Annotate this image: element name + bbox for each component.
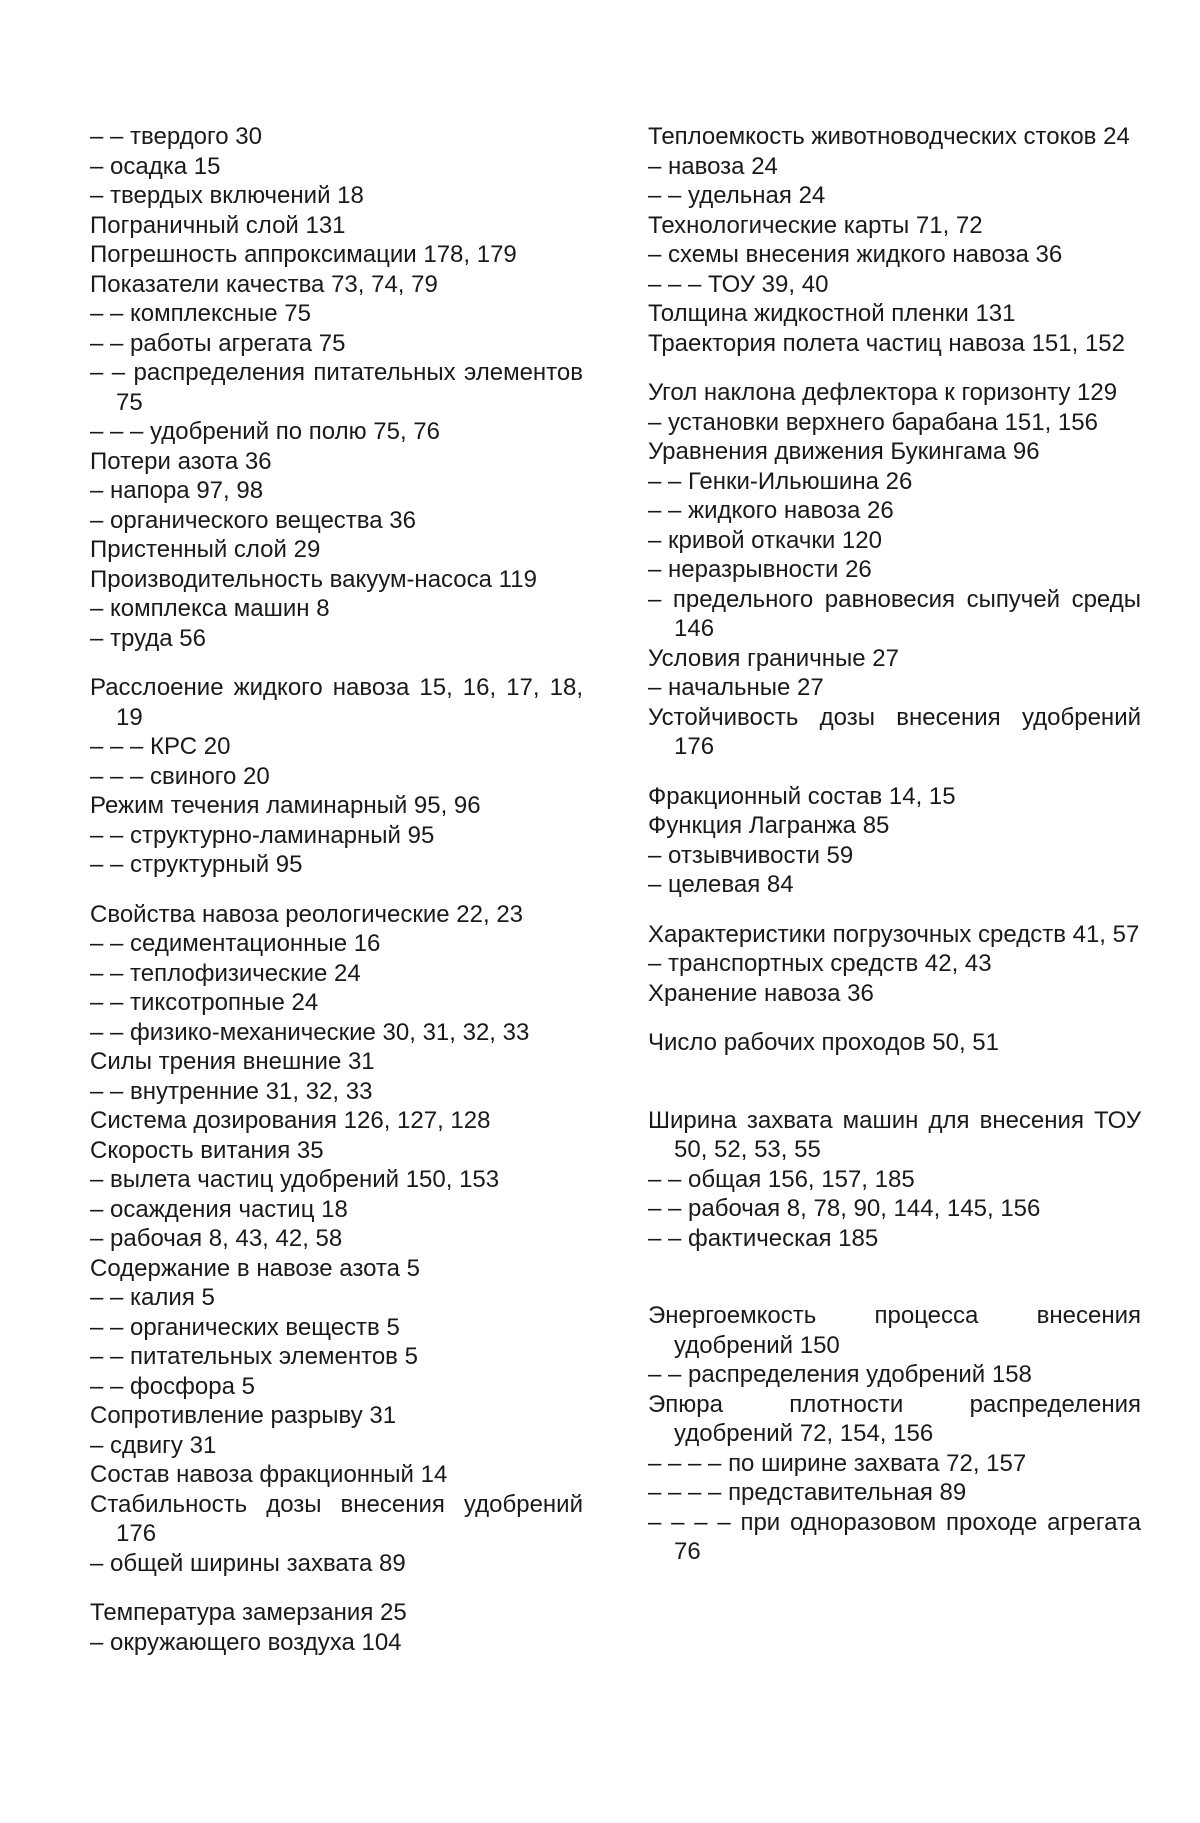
index-entry: – – – – представительная 89 [648, 1479, 967, 1506]
index-entry: – – комплексные 75 [90, 300, 311, 327]
index-entry: – – твердого 30 [90, 123, 262, 150]
index-entry: – рабочая 8, 43, 42, 58 [90, 1225, 343, 1252]
index-entry: – – седиментационные 16 [90, 930, 381, 957]
index-entry: – – жидкого навоза 26 [648, 497, 894, 524]
index-entry: – комплекса машин 8 [90, 595, 330, 622]
index-entry: Содержание в навозе азота 5 [90, 1254, 420, 1282]
index-entry: Функция Лагранжа 85 [648, 812, 890, 839]
index-entry: – осаждения частиц 18 [90, 1195, 348, 1223]
index-entry: – – структурный 95 [90, 851, 303, 878]
index-entry: – напора 97, 98 [90, 477, 264, 504]
index-entry: Пристенный слой 29 [90, 536, 321, 563]
index-entry: Силы трения внешние 31 [90, 1048, 375, 1075]
index-entry: – окружающего воздуха 104 [90, 1628, 402, 1656]
index-entry: Свойства навоза реологические 22, 23 [90, 900, 524, 928]
index-entry: – отзывчивости 59 [648, 841, 854, 869]
index-entry: Траектория полета частиц навоза 151, 152 [648, 329, 1125, 357]
index-entry: – кривой откачки 120 [648, 526, 882, 554]
index-entry: – – – свиного 20 [90, 762, 270, 790]
index-entry: – – – ТОУ 39, 40 [648, 270, 829, 298]
index-entry: Потери азота 36 [90, 447, 272, 475]
index-entry: – – структурно-ламинарный 95 [90, 821, 435, 849]
index-entry: – – распределения питательных элементов 75 [90, 359, 583, 416]
index-entry: – неразрывности 26 [648, 556, 872, 583]
index-entry: – – – – по ширине захвата 72, 157 [648, 1449, 1027, 1477]
index-entry: Стабильность дозы внесения удобрений 176 [90, 1490, 583, 1547]
index-entry: – – распределения удобрений 158 [648, 1361, 1032, 1388]
index-entry: – – питательных элементов 5 [90, 1343, 418, 1370]
index-entry: Система дозирования 126, 127, 128 [90, 1107, 491, 1134]
index-entry: Устойчивость дозы внесения удобрений 176 [648, 703, 1141, 760]
index-entry: Ширина захвата машин для внесения ТОУ 50, 52, 53, 55 [648, 1106, 1141, 1163]
index-entry: – – удельная 24 [648, 182, 826, 209]
index-entry: – труда 56 [90, 624, 207, 652]
index-entry: Производительность вакуум-насоса 119 [90, 565, 537, 593]
index-entry: – – калия 5 [90, 1284, 215, 1311]
index-entry: – – фосфора 5 [90, 1372, 255, 1400]
index-entry: Сопротивление разрыву 31 [90, 1402, 397, 1429]
index-entry: – вылета частиц удобрений 150, 153 [90, 1166, 500, 1193]
index-entry: Энергоемкость процесса внесения удобрений 150 [648, 1302, 1141, 1359]
index-entry: – установки верхнего барабана 151, 156 [648, 408, 1098, 436]
index-entry: Фракционный состав 14, 15 [648, 782, 956, 810]
index-entry: Расслоение жидкого навоза 15, 16, 17, 18, 19 [90, 674, 583, 731]
index-entry: Число рабочих проходов 50, 51 [648, 1029, 999, 1056]
index-entry: Хранение навоза 36 [648, 979, 874, 1007]
index-entry: – – рабочая 8, 78, 90, 144, 145, 156 [648, 1195, 1041, 1222]
index-entry: Состав навоза фракционный 14 [90, 1461, 448, 1488]
index-entry: Пограничный слой 131 [90, 211, 346, 239]
index-entry: – общей ширины захвата 89 [90, 1549, 406, 1577]
index-entry: – начальные 27 [648, 674, 824, 701]
index-entry: – сдвигу 31 [90, 1431, 217, 1459]
index-entry: Теплоемкость животноводческих стоков 24 [648, 123, 1130, 150]
index-entry: – осадка 15 [90, 152, 221, 180]
index-entry: Условия граничные 27 [648, 644, 899, 672]
index-entry: – навоза 24 [648, 152, 778, 180]
index-entry: – транспортных средств 42, 43 [648, 950, 992, 977]
index-entry: – предельного равновесия сыпучей среды 146 [648, 585, 1141, 642]
index-column-right [648, 122, 1141, 1567]
index-entry: Температура замерзания 25 [90, 1599, 407, 1626]
index-entry: Технологические карты 71, 72 [648, 211, 983, 239]
index-entry: Показатели качества 73, 74, 79 [90, 270, 438, 298]
index-entry: Скорость витания 35 [90, 1136, 324, 1164]
index-column-left [90, 122, 583, 1657]
index-entry: – – общая 156, 157, 185 [648, 1165, 915, 1193]
index-entry: – твердых включений 18 [90, 182, 364, 209]
index-entry: – – органических веществ 5 [90, 1313, 400, 1341]
index-entry: Угол наклона дефлектора к горизонту 129 [648, 379, 1118, 406]
index-entry: – – работы агрегата 75 [90, 329, 346, 357]
index-entry: – – внутренние 31, 32, 33 [90, 1077, 373, 1105]
index-entry: Характеристики погрузочных средств 41, 57 [648, 920, 1140, 948]
index-entry: – – – – при одноразовом проходе агрегата 76 [648, 1508, 1141, 1565]
index-entry: – – – КРС 20 [90, 733, 231, 760]
index-entry: – схемы внесения жидкого навоза 36 [648, 241, 1063, 268]
index-entry: Эпюра плотности распределения удобрений 72, 154, 156 [648, 1390, 1141, 1447]
index-entry: Погрешность аппроксимации 178, 179 [90, 241, 517, 268]
index-entry: Толщина жидкостной пленки 131 [648, 300, 1016, 327]
index-entry: – целевая 84 [648, 871, 794, 898]
index-entry: – органического вещества 36 [90, 506, 416, 534]
index-entry: Уравнения движения Букингама 96 [648, 438, 1040, 465]
index-entry: – – физико-механические 30, 31, 32, 33 [90, 1018, 530, 1046]
index-entry: – – – удобрений по полю 75, 76 [90, 418, 441, 445]
index-entry: – – тиксотропные 24 [90, 989, 319, 1016]
index-entry: – – теплофизические 24 [90, 959, 361, 987]
index-entry: – – Генки-Ильюшина 26 [648, 467, 913, 495]
index-entry: – – фактическая 185 [648, 1224, 879, 1252]
index-entry: Режим течения ламинарный 95, 96 [90, 792, 481, 819]
